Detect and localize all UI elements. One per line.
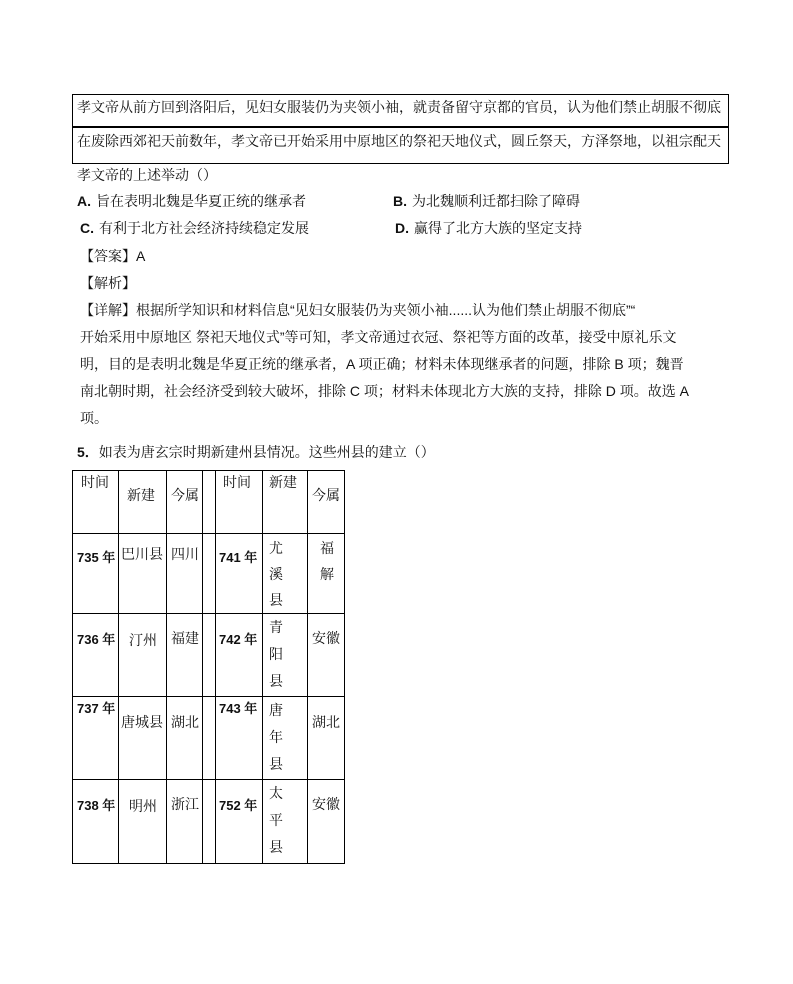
table-cell [119, 697, 167, 780]
table-cell [167, 697, 203, 780]
table-cell [263, 534, 308, 614]
table-cell [263, 614, 308, 697]
table-cell [216, 697, 263, 780]
cell-new: 唐城县 [121, 714, 163, 730]
detail-line [80, 297, 745, 324]
cell-time: 752 年 [219, 798, 258, 813]
table-header-row [73, 471, 345, 534]
header-cell [73, 471, 119, 534]
cell-time: 736 年 [77, 632, 116, 647]
cell-belong: 安徽 [312, 796, 340, 812]
option-a-text: 旨在表明北魏是华夏正统的继承者 [96, 193, 306, 209]
header-cell [119, 471, 167, 534]
header-belong: 今属 [312, 487, 340, 503]
table-cell [263, 780, 308, 864]
cell-new: 青阳县 [269, 619, 283, 689]
cell-new: 太平县 [269, 785, 283, 855]
spacer-cell [203, 471, 216, 534]
cell-belong: 浙江 [171, 796, 199, 812]
cell-belong: 福解 [320, 540, 334, 582]
option-b-label: B. [393, 193, 407, 209]
option-a [77, 191, 306, 211]
option-c [80, 218, 309, 238]
option-a-label: A. [77, 193, 91, 209]
option-c-label: C. [80, 220, 94, 236]
header-cell [308, 471, 345, 534]
option-d [395, 218, 582, 238]
cell-belong: 福建 [171, 630, 199, 646]
table-cell [308, 614, 345, 697]
question-5 [77, 442, 435, 462]
header-cell [216, 471, 263, 534]
table-cell [73, 780, 119, 864]
answer-label: 【答案】 [80, 248, 136, 264]
header-new: 新建 [127, 487, 155, 503]
detail-line: 南北朝时期，社会经济受到较大破坏，排除 C 项；材料未体现北方大族的支持，排除 D 项。故选 A [80, 383, 690, 399]
table-row [73, 614, 345, 697]
cell-time: 735 年 [77, 550, 116, 565]
cell-new: 巴川县 [121, 546, 163, 562]
table-cell [73, 534, 119, 614]
cell-time: 742 年 [219, 632, 258, 647]
table-cell [216, 534, 263, 614]
table-cell [167, 780, 203, 864]
table-cell [308, 780, 345, 864]
option-c-text: 有利于北方社会经济持续稳定发展 [99, 220, 309, 236]
header-time: 时间 [81, 474, 109, 490]
table-cell [73, 697, 119, 780]
spacer-cell [203, 697, 216, 780]
detail-line: 开始采用中原地区 祭祀天地仪式”等可知，孝文帝通过衣冠、祭祀等方面的改革，接受中原礼乐文 [80, 329, 677, 345]
detail-line-text: 根据所学知识和材料信息“见妇女服装仍为夹领小袖......认为他们禁止胡服不彻底”“ [136, 302, 636, 318]
cell-belong: 四川 [171, 546, 199, 562]
option-d-label: D. [395, 220, 409, 236]
table-cell [119, 534, 167, 614]
header-belong: 今属 [171, 487, 199, 503]
table-cell [308, 534, 345, 614]
cell-belong: 湖北 [312, 714, 340, 730]
header-new: 新建 [269, 474, 297, 490]
header-cell [167, 471, 203, 534]
spacer-cell [203, 780, 216, 864]
question-5-stem: 如表为唐玄宗时期新建州县情况。这些州县的建立（） [98, 444, 435, 460]
table-row [73, 534, 345, 614]
table-cell [308, 697, 345, 780]
cell-belong: 安徽 [312, 630, 340, 646]
detail-line: 项。 [80, 410, 108, 426]
answer-value: A [136, 248, 146, 264]
table-cell [216, 780, 263, 864]
question-5-number: 5． [77, 444, 99, 460]
cell-new: 尤溪县 [269, 540, 283, 608]
table-cell [73, 614, 119, 697]
material-box-row-2: 在废除西郊祀天前数年，孝文帝已开始采用中原地区的祭祀天地仪式，圆丘祭天，方泽祭地，以祖宗配天 [72, 127, 729, 164]
detail-label: 【详解】 [80, 302, 136, 318]
answer-line [80, 246, 145, 266]
header-time: 时间 [223, 474, 251, 490]
table-cell [216, 614, 263, 697]
option-b [393, 191, 580, 211]
header-cell [263, 471, 308, 534]
table-cell [263, 697, 308, 780]
question-4-stem: 孝文帝的上述举动（） [77, 167, 217, 183]
material-box-row-1: 孝文帝从前方回到洛阳后，见妇女服装仍为夹领小袖，就责备留守京都的官员，认为他们禁止胡服不彻底 [72, 94, 729, 127]
cell-new: 汀州 [129, 632, 157, 648]
detail-line: 明，目的是表明北魏是华夏正统的继承者，A 项正确；材料未体现继承者的问题，排除 B 项；魏晋 [80, 356, 684, 372]
cell-time: 743 年 [219, 701, 258, 716]
detail-paragraph [80, 297, 745, 432]
spacer-cell [203, 534, 216, 614]
option-b-text: 为北魏顺利迁都扫除了障碍 [412, 193, 580, 209]
table-cell [167, 534, 203, 614]
cell-time: 737 年 [77, 701, 116, 716]
spacer-cell [203, 614, 216, 697]
cell-time: 738 年 [77, 798, 116, 813]
cell-time: 741 年 [219, 550, 258, 565]
table-cell [119, 780, 167, 864]
cell-new: 明州 [129, 798, 157, 814]
table-row [73, 697, 345, 780]
table-cell [167, 614, 203, 697]
county-table [72, 470, 345, 864]
table-cell [119, 614, 167, 697]
cell-belong: 湖北 [171, 714, 199, 730]
table-row [73, 780, 345, 864]
cell-new: 唐年县 [269, 702, 283, 772]
option-d-text: 赢得了北方大族的坚定支持 [414, 220, 582, 236]
analysis-heading: 【解析】 [80, 275, 136, 291]
